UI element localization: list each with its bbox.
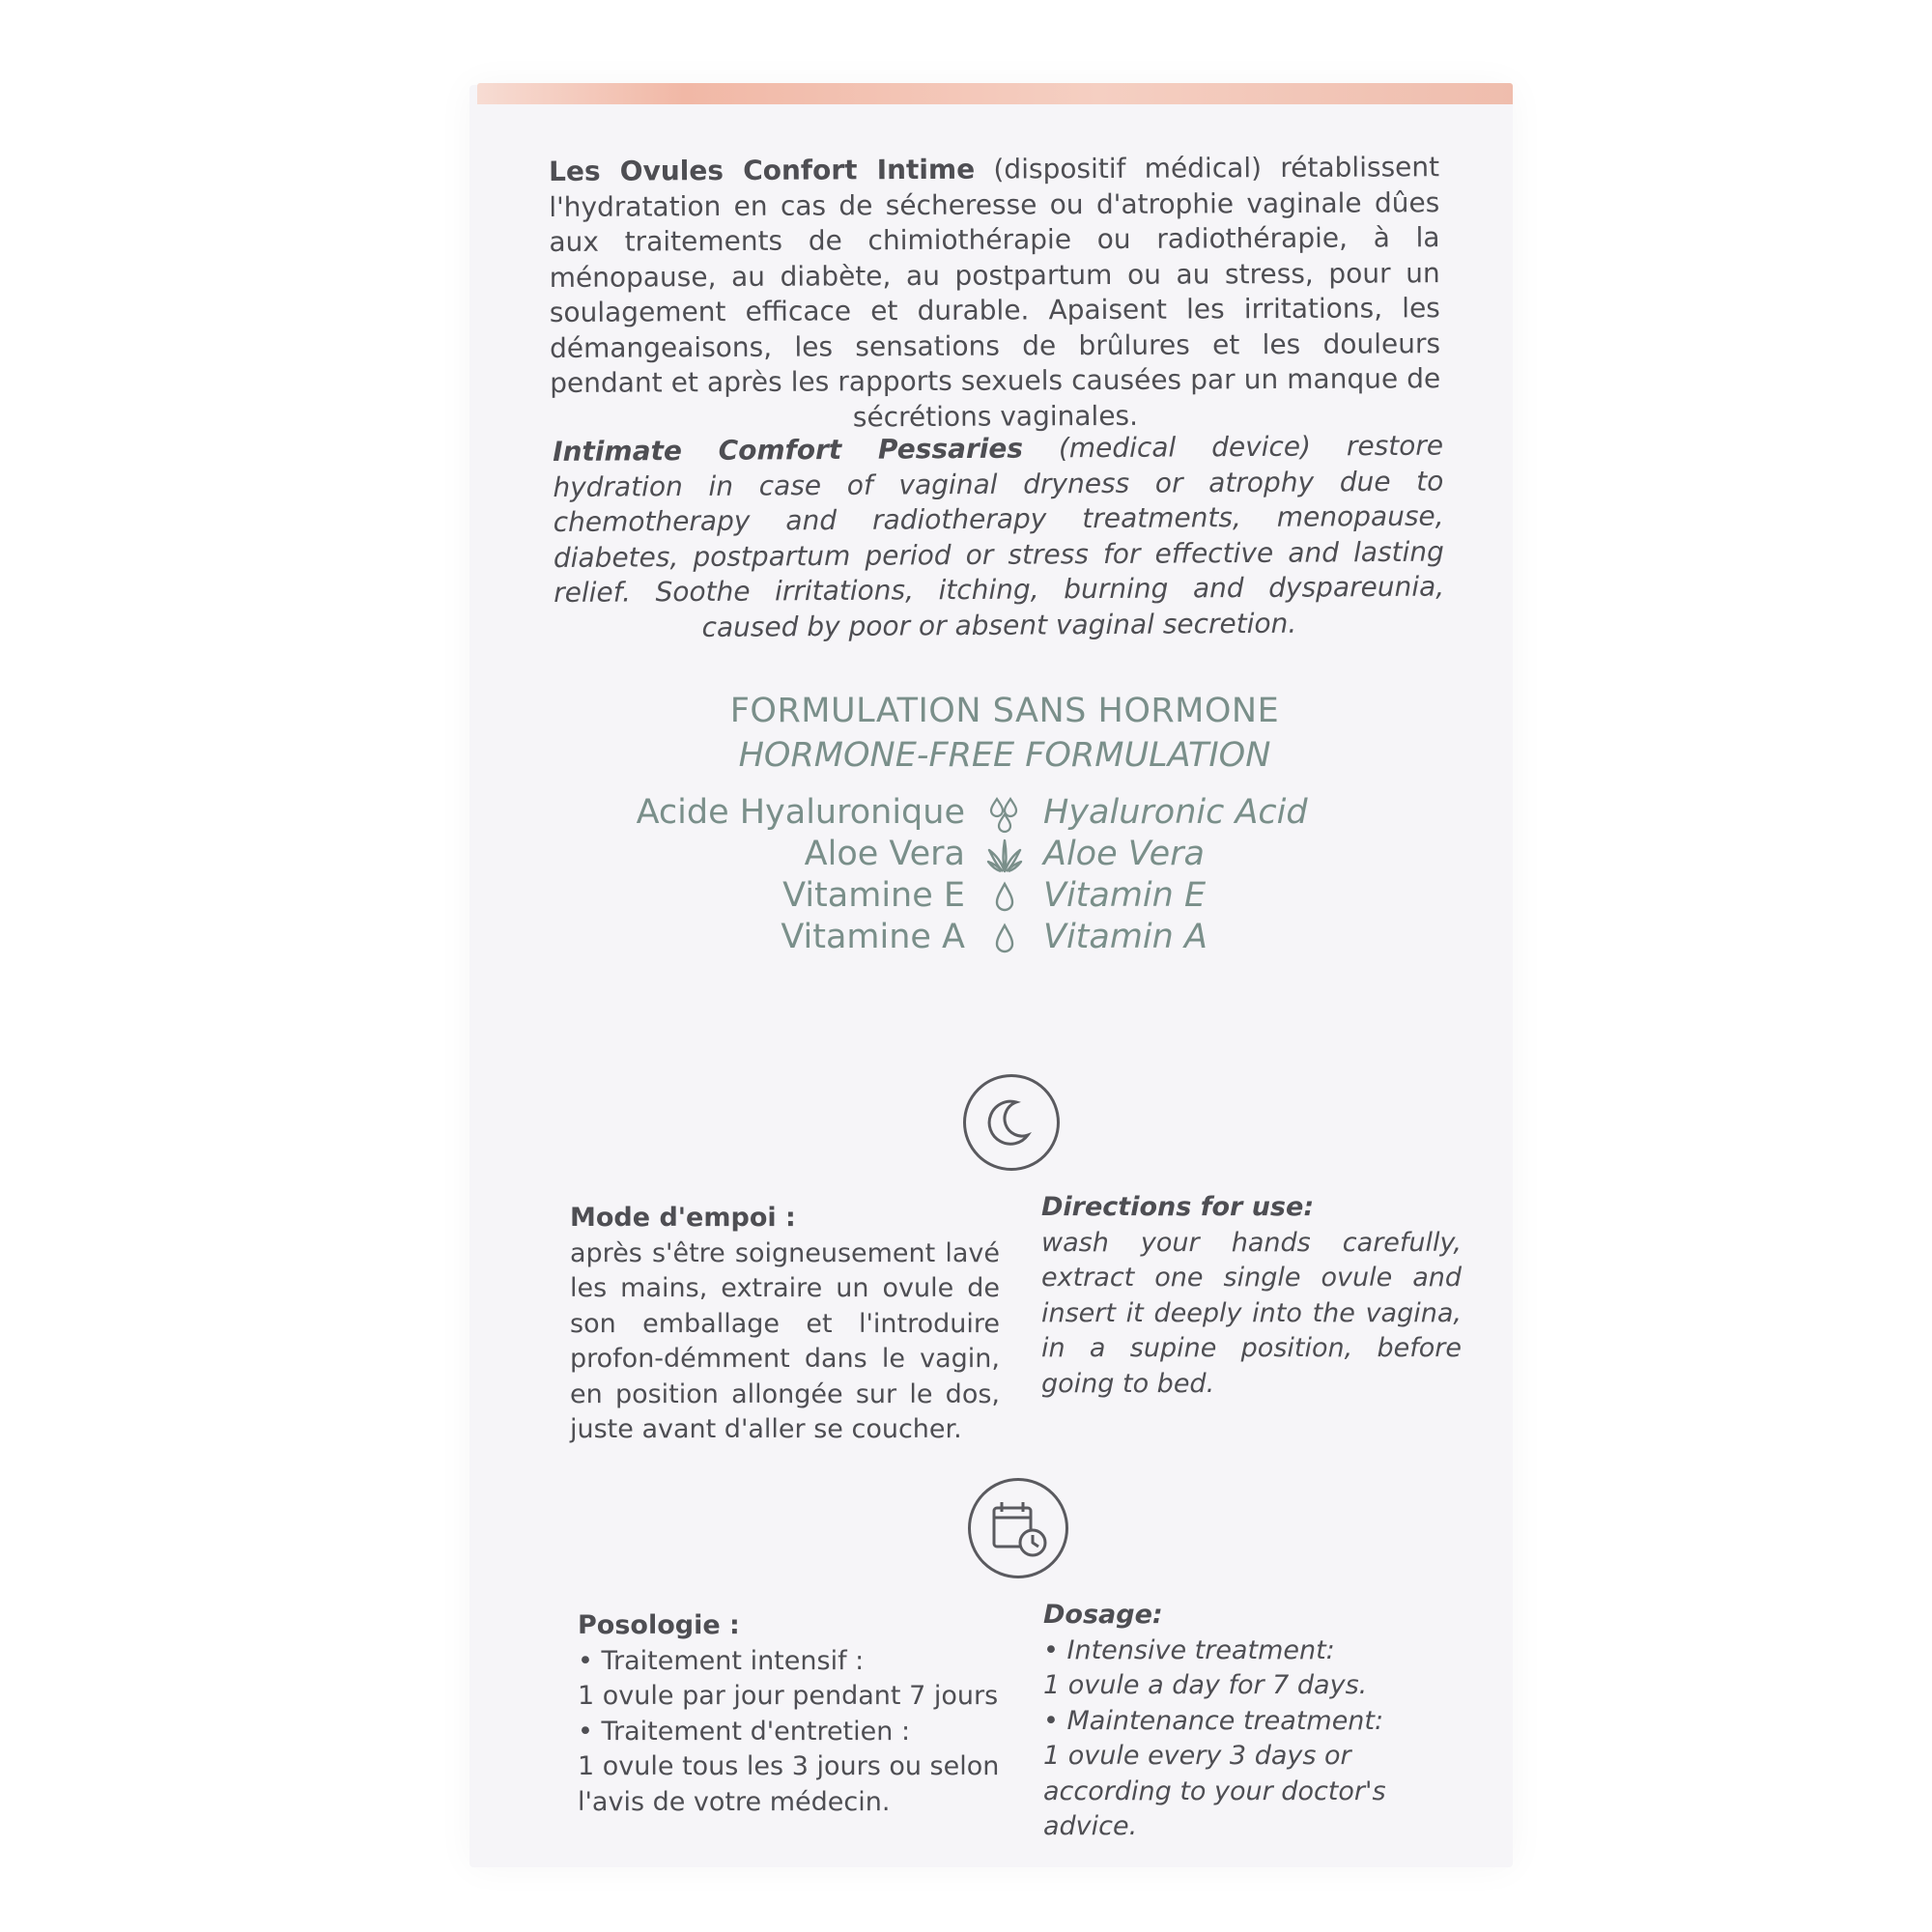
dosage-en-heading: Dosage: <box>1043 1600 1163 1630</box>
description-fr-lead: Les Ovules Confort Intime <box>549 153 976 187</box>
dosage-en-line: 1 ovule every 3 days or according to your doctor's advice. <box>1043 1741 1386 1841</box>
drop-icon <box>985 878 1024 917</box>
directions-fr-body: après s'être soigneusement lavé les mains, extraire un ovule de son emballage et l'introduire profon-démment dans le vagin, en position allongée sur le dos, juste avant d'aller se coucher. <box>570 1237 1000 1444</box>
ingredient-en: Aloe Vera <box>1043 835 1206 873</box>
ingredient-en: Vitamin A <box>1043 918 1208 956</box>
description-fr <box>549 150 1441 437</box>
moon-icon <box>963 1074 1060 1171</box>
ingredient-fr: Acide Hyaluronique <box>636 793 965 832</box>
aloe-plant-icon <box>985 837 1024 875</box>
directions-en-heading: Directions for use: <box>1041 1192 1315 1222</box>
dosage-en-line: • Intensive treatment: <box>1043 1634 1335 1665</box>
dosage-en-line: 1 ovule a day for 7 days. <box>1043 1670 1368 1700</box>
dosage-fr <box>578 1608 1003 1820</box>
directions-fr-heading: Mode d'empoi : <box>570 1203 796 1233</box>
ingredient-row <box>541 918 1410 960</box>
description-en <box>553 429 1445 646</box>
directions-en-body: wash your hands carefully, extract one single ovule and insert it deeply into the vagina, in a supine position, before going to bed. <box>1041 1227 1462 1399</box>
description-en-lead: Intimate Comfort Pessaries <box>553 432 1024 468</box>
calendar-clock-icon <box>968 1478 1068 1578</box>
dosage-en-line: • Maintenance treatment: <box>1043 1705 1384 1736</box>
directions-fr <box>570 1201 1000 1448</box>
box-flap-pink <box>477 83 1513 104</box>
ingredient-fr: Vitamine A <box>781 918 965 956</box>
dosage-fr-line: • Traitement d'entretien : <box>578 1716 911 1747</box>
formulation-title-fr: FORMULATION SANS HORMONE <box>729 692 1280 730</box>
ingredient-fr: Aloe Vera <box>804 835 965 873</box>
dosage-fr-heading: Posologie : <box>578 1610 740 1640</box>
ingredient-fr: Vitamine E <box>782 876 965 915</box>
ingredient-row <box>541 876 1410 919</box>
ingredient-en: Hyaluronic Acid <box>1043 793 1308 832</box>
dosage-fr-line: • Traitement intensif : <box>578 1645 865 1676</box>
molecule-drops-icon <box>985 795 1024 834</box>
description-fr-body: (dispositif médical) rétablissent l'hydratation en cas de sécheresse ou d'atrophie vaginale dûes aux traitements de chimiothérapie ou radiothérapie, à la ménopause, au diabète, au postpartum ou au stress, pour un soulagement efficace et durable. Apaisent les irritations, les démangeaisons, les sensations de brûlures et les douleurs pendant et après les rapports sexuels causées par un manque de sécrétions vaginales. <box>549 151 1441 433</box>
formulation-title-en: HORMONE-FREE FORMULATION <box>738 736 1271 775</box>
dosage-fr-line: 1 ovule tous les 3 jours ou selon l'avis de votre médecin. <box>578 1751 1000 1817</box>
directions-en <box>1041 1190 1462 1402</box>
description-en-body: (medical device) restore hydration in case of vaginal dryness or atrophy due to chemotherapy and radiotherapy treatments, menopause, diabetes, postpartum period or stress for effective and lasting relief. Soothe irritations, itching, burning and dyspareunia, caused by poor or absent vaginal secretion. <box>553 429 1445 643</box>
dosage-fr-line: 1 ovule par jour pendant 7 jours <box>578 1681 999 1711</box>
ingredient-en: Vitamin E <box>1043 876 1207 915</box>
ingredient-row <box>541 793 1410 836</box>
dosage-en <box>1043 1598 1468 1845</box>
ingredient-row <box>541 835 1410 877</box>
drop-icon <box>985 920 1024 958</box>
